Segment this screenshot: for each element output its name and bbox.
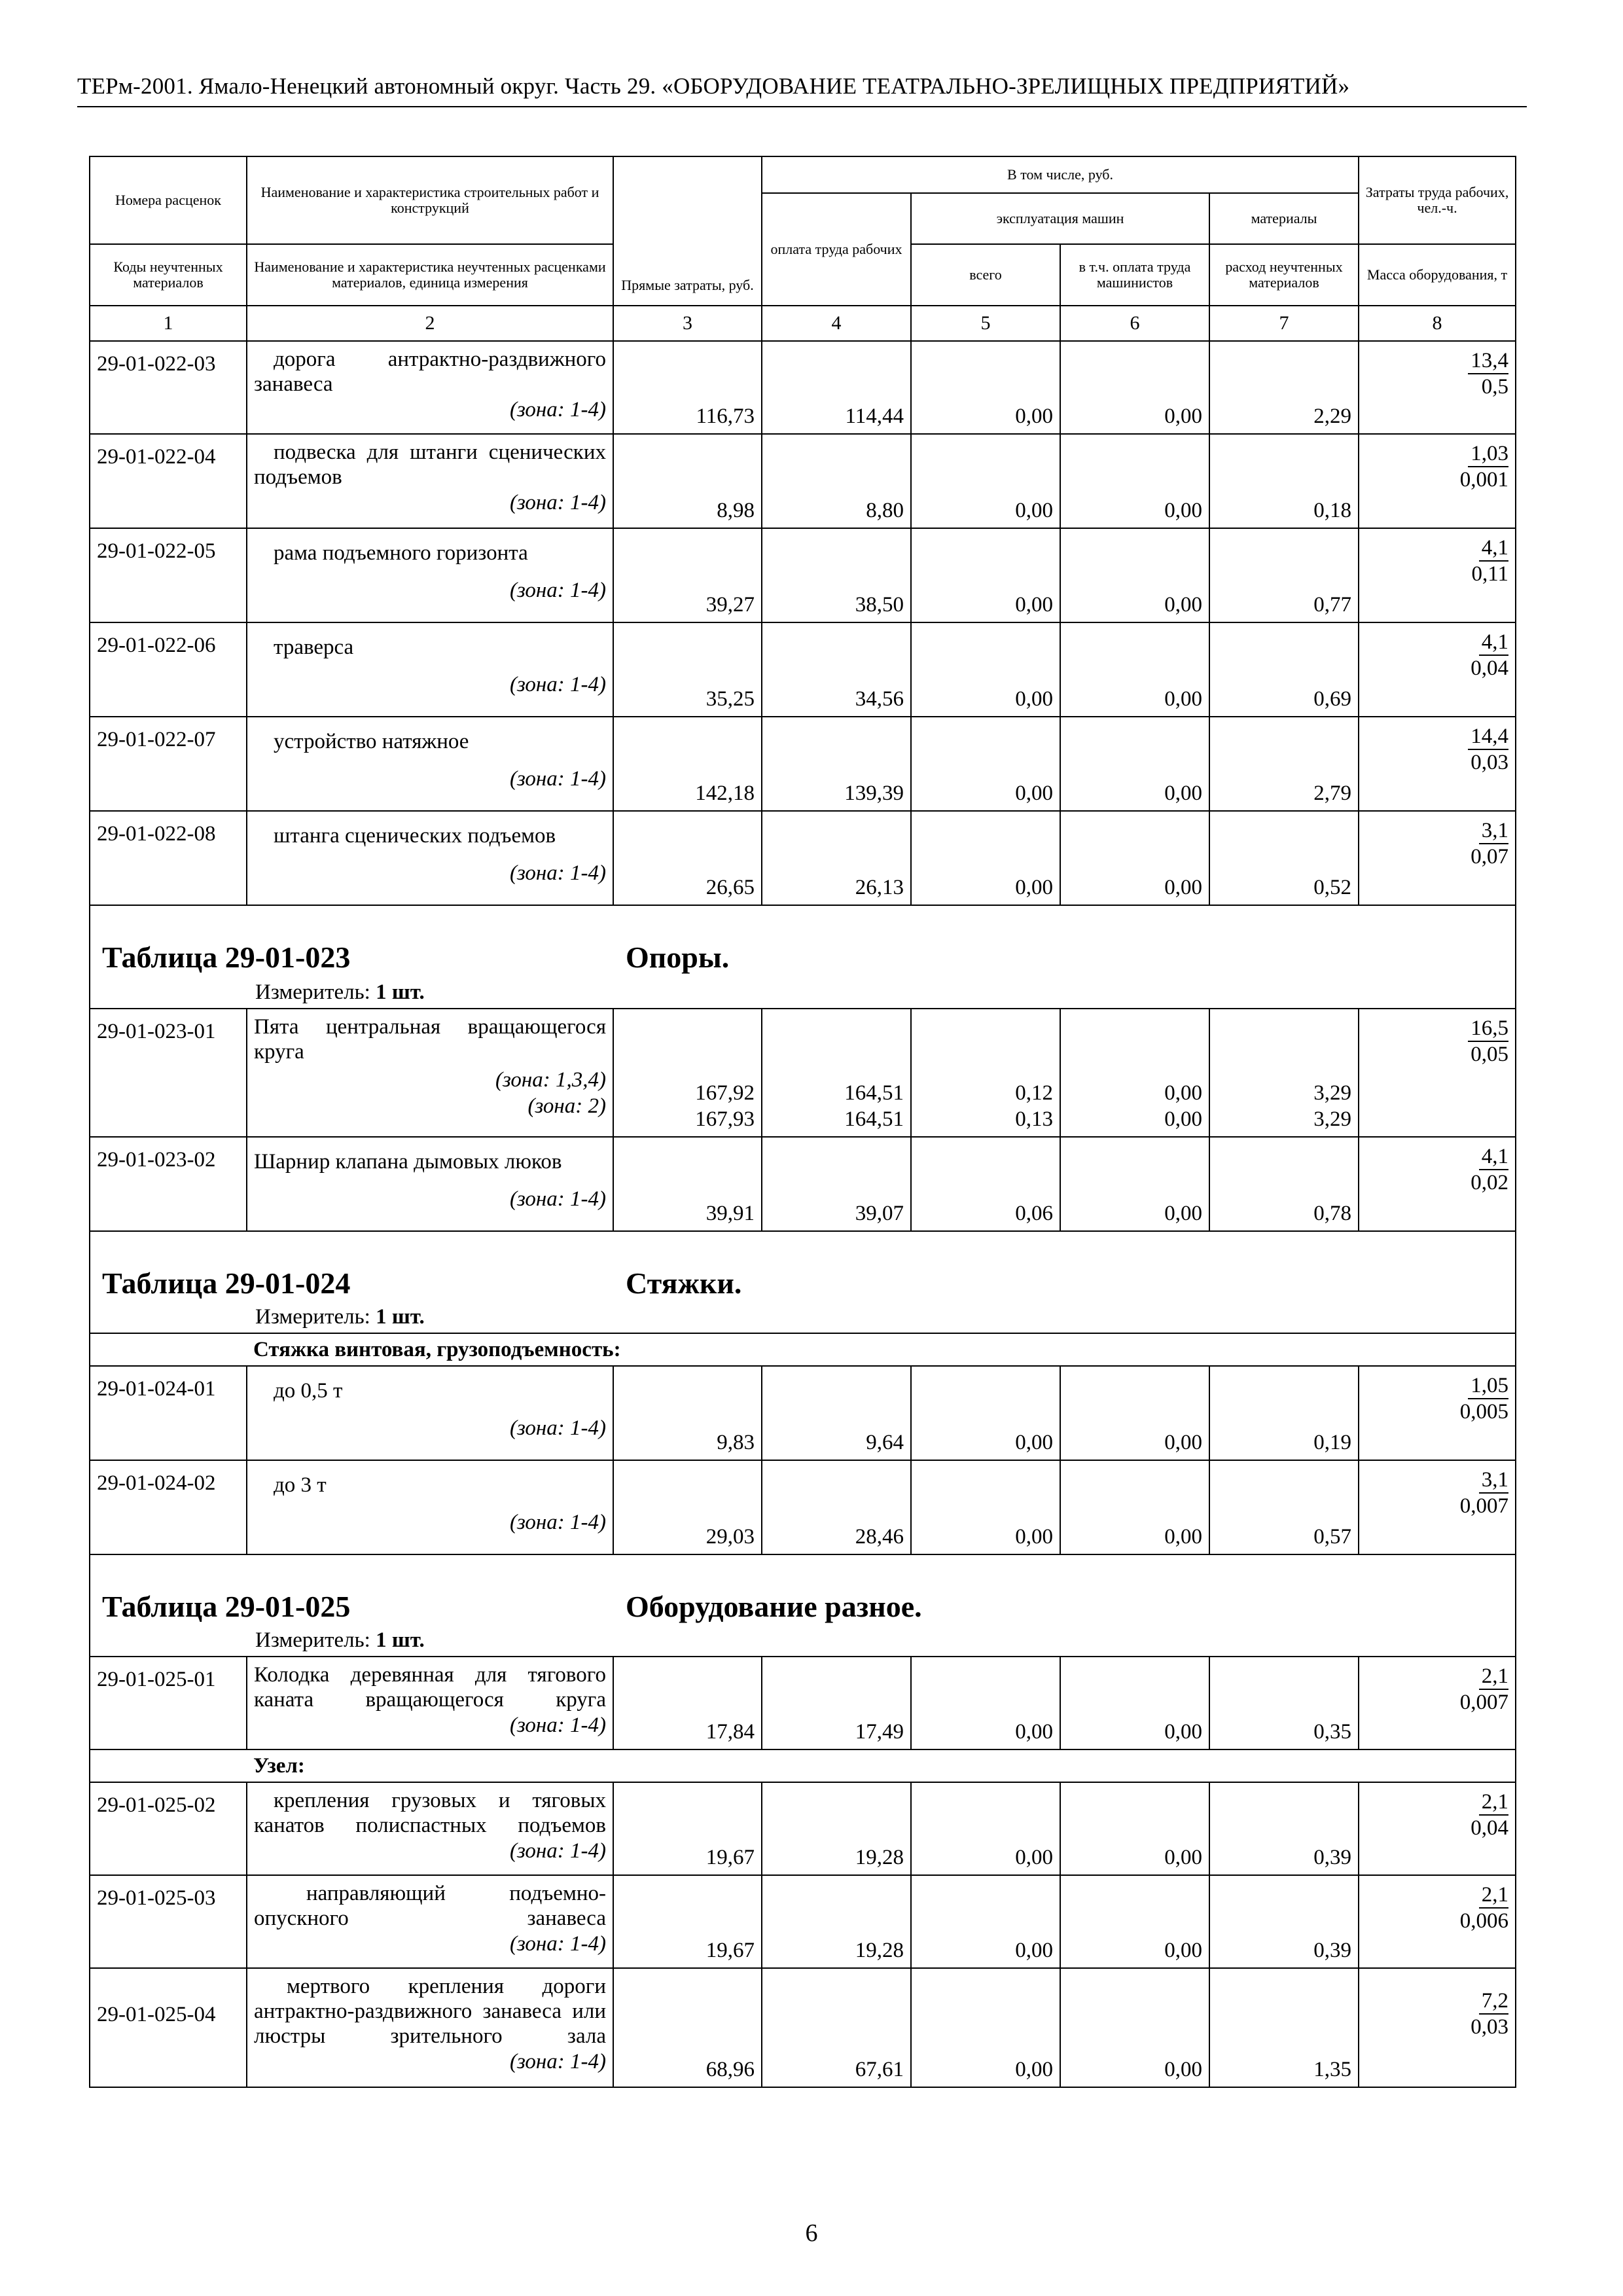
labor-mass-fraction bbox=[1359, 528, 1516, 622]
col-equipment-mass: Масса оборудования, т bbox=[1359, 244, 1516, 306]
rate-name-text: Пята центральная вращающегося круга bbox=[254, 1015, 606, 1064]
operator-pay: 0,00 bbox=[1060, 1657, 1209, 1749]
mass-value: 0,001 bbox=[1459, 468, 1509, 492]
col-number: 5 bbox=[911, 306, 1060, 341]
table-row bbox=[90, 1782, 1516, 1875]
worker-pay-1: 164,51 bbox=[844, 1081, 904, 1105]
direct-cost: 68,96 bbox=[613, 1968, 762, 2087]
rate-name-text: дорога антрактно-раздвижного занавеса bbox=[254, 348, 606, 396]
table-label: Таблица 29-01-025 bbox=[102, 1590, 351, 1623]
rate-name bbox=[247, 717, 613, 811]
machine-total: 0,00 bbox=[911, 811, 1060, 905]
measurement-unit bbox=[255, 980, 425, 1005]
table-row bbox=[90, 1875, 1516, 1968]
unit-value: 1 шт. bbox=[376, 1305, 425, 1329]
rate-code: 29-01-022-03 bbox=[90, 341, 247, 434]
worker-pay: 9,64 bbox=[762, 1366, 911, 1460]
machine-total: 0,00 bbox=[911, 1968, 1060, 2087]
worker-pay: 38,50 bbox=[762, 528, 911, 622]
direct-cost: 29,03 bbox=[613, 1460, 762, 1554]
rate-name-text: направляющий подъемно-опускного занавеса bbox=[254, 1882, 606, 1930]
mass-value: 0,05 bbox=[1471, 1043, 1509, 1066]
worker-pay: 39,07 bbox=[762, 1137, 911, 1231]
operator-pay: 0,00 bbox=[1060, 1460, 1209, 1554]
col-number: 1 bbox=[90, 306, 247, 341]
col-number: 4 bbox=[762, 306, 911, 341]
worker-pay: 139,39 bbox=[762, 717, 911, 811]
rate-name bbox=[247, 1782, 613, 1875]
labor-mass-fraction bbox=[1359, 1137, 1516, 1231]
direct-cost: 19,67 bbox=[613, 1875, 762, 1968]
zone-label: (зона: 1,3,4) bbox=[495, 1068, 606, 1092]
materials-cost: 0,19 bbox=[1209, 1366, 1359, 1460]
table-row bbox=[90, 811, 1516, 905]
machine-total: 0,00 bbox=[911, 717, 1060, 811]
worker-pay: 67,61 bbox=[762, 1968, 911, 2087]
labor-mass-fraction bbox=[1359, 341, 1516, 434]
zone-label: (зона: 1-4) bbox=[509, 2050, 606, 2073]
direct-cost: 26,65 bbox=[613, 811, 762, 905]
direct-cost: 8,98 bbox=[613, 434, 762, 528]
rate-name bbox=[247, 1009, 613, 1137]
operator-pay: 0,00 bbox=[1060, 1782, 1209, 1875]
labor-value: 13,4 bbox=[1468, 348, 1508, 374]
machine-total: 0,00 bbox=[911, 341, 1060, 434]
rates-table bbox=[89, 156, 1516, 2088]
labor-mass-fraction bbox=[1359, 1968, 1516, 2087]
materials-cost: 0,57 bbox=[1209, 1460, 1359, 1554]
materials-cost: 0,18 bbox=[1209, 434, 1359, 528]
rate-name bbox=[247, 1137, 613, 1231]
worker-pay: 26,13 bbox=[762, 811, 911, 905]
materials-cost: 0,52 bbox=[1209, 811, 1359, 905]
operator-pay-2: 0,00 bbox=[1164, 1107, 1202, 1131]
zone-label: (зона: 1-4) bbox=[509, 1932, 606, 1956]
rate-name bbox=[247, 811, 613, 905]
rate-name-text: устройство натяжное bbox=[274, 730, 469, 753]
labor-value: 1,03 bbox=[1468, 441, 1508, 467]
col-labor-costs: Затраты труда рабочих, чел.-ч. bbox=[1359, 156, 1516, 244]
rate-name-text: до 0,5 т bbox=[274, 1379, 343, 1403]
materials-cost bbox=[1209, 1009, 1359, 1137]
labor-mass-fraction bbox=[1359, 622, 1516, 717]
mass-value: 0,005 bbox=[1459, 1400, 1509, 1424]
rate-name-text: Шарнир клапана дымовых люков bbox=[254, 1150, 562, 1174]
col-worker-pay: оплата труда рабочих bbox=[762, 193, 911, 306]
materials-cost: 0,77 bbox=[1209, 528, 1359, 622]
col-work-name: Наименование и характеристика строительных работ и конструкций bbox=[247, 156, 613, 244]
labor-mass-fraction bbox=[1359, 1009, 1516, 1137]
zone-label: (зона: 1-4) bbox=[509, 1416, 606, 1440]
machine-total: 0,06 bbox=[911, 1137, 1060, 1231]
subheading: Узел: bbox=[247, 1749, 1516, 1782]
col-machine-operation: эксплуатация машин bbox=[911, 193, 1209, 244]
rate-name bbox=[247, 1968, 613, 2087]
direct-cost bbox=[613, 1009, 762, 1137]
rate-name bbox=[247, 528, 613, 622]
zone-label: (зона: 1-4) bbox=[509, 861, 606, 885]
materials-cost: 2,79 bbox=[1209, 717, 1359, 811]
zone-label: (зона: 1-4) bbox=[509, 1511, 606, 1534]
operator-pay: 0,00 bbox=[1060, 528, 1209, 622]
measurement-unit bbox=[255, 1305, 425, 1329]
materials-cost: 0,35 bbox=[1209, 1657, 1359, 1749]
table-title-row bbox=[90, 1554, 1516, 1657]
header-rule bbox=[77, 106, 1527, 107]
subheading-row bbox=[90, 1333, 1516, 1366]
machine-total: 0,00 bbox=[911, 434, 1060, 528]
operator-pay: 0,00 bbox=[1060, 341, 1209, 434]
col-total: всего bbox=[911, 244, 1060, 306]
labor-mass-fraction bbox=[1359, 811, 1516, 905]
unit-label: Измеритель: bbox=[255, 980, 370, 1004]
page-header: ТЕРм-2001. Ямало-Ненецкий автономный округ. Часть 29. «ОБОРУДОВАНИЕ ТЕАТРАЛЬНО-ЗРЕЛИЩНЫХ ПРЕДПРИЯТИЙ» bbox=[77, 73, 1350, 99]
labor-mass-fraction bbox=[1359, 1782, 1516, 1875]
direct-cost: 116,73 bbox=[613, 341, 762, 434]
machine-total bbox=[911, 1009, 1060, 1137]
mass-value: 0,03 bbox=[1471, 751, 1509, 774]
labor-value: 4,1 bbox=[1479, 535, 1508, 562]
materials-cost: 0,39 bbox=[1209, 1875, 1359, 1968]
rate-name bbox=[247, 1460, 613, 1554]
labor-value: 7,2 bbox=[1479, 1988, 1508, 2015]
col-rate-numbers: Номера расценок bbox=[90, 156, 247, 244]
col-number: 8 bbox=[1359, 306, 1516, 341]
rate-code: 29-01-025-01 bbox=[90, 1657, 247, 1749]
operator-pay: 0,00 bbox=[1060, 1968, 1209, 2087]
direct-cost: 17,84 bbox=[613, 1657, 762, 1749]
rate-name-text: штанга сценических подъемов bbox=[274, 824, 556, 848]
materials-cost: 0,69 bbox=[1209, 622, 1359, 717]
labor-mass-fraction bbox=[1359, 434, 1516, 528]
worker-pay: 17,49 bbox=[762, 1657, 911, 1749]
page-number: 6 bbox=[805, 2219, 818, 2247]
rate-code: 29-01-023-01 bbox=[90, 1009, 247, 1137]
rate-name-text: мертвого крепления дороги антрактно-раздвижного занавеса или люстры зрительного зала bbox=[254, 1975, 606, 2048]
zone-label: (зона: 1-4) bbox=[509, 767, 606, 791]
table-title-block bbox=[90, 906, 1515, 1008]
worker-pay-2: 164,51 bbox=[844, 1107, 904, 1131]
mass-value: 0,07 bbox=[1471, 845, 1509, 869]
table-row bbox=[90, 1657, 1516, 1749]
table-row bbox=[90, 1968, 1516, 2087]
rate-name bbox=[247, 341, 613, 434]
table-row bbox=[90, 717, 1516, 811]
col-unaccounted-materials: расход неучтенных материалов bbox=[1209, 244, 1359, 306]
table-row bbox=[90, 622, 1516, 717]
mass-value: 0,007 bbox=[1459, 1691, 1509, 1714]
labor-value: 3,1 bbox=[1479, 818, 1508, 844]
operator-pay-1: 0,00 bbox=[1164, 1081, 1202, 1105]
header-row-1 bbox=[90, 156, 1516, 193]
zone-label: (зона: 1-4) bbox=[509, 1713, 606, 1737]
zone-label: (зона: 1-4) bbox=[509, 1187, 606, 1211]
table-row bbox=[90, 1460, 1516, 1554]
direct-cost-1: 167,92 bbox=[695, 1081, 755, 1105]
worker-pay: 28,46 bbox=[762, 1460, 911, 1554]
zone-label: (зона: 1-4) bbox=[509, 491, 606, 514]
worker-pay: 19,28 bbox=[762, 1782, 911, 1875]
labor-value: 1,05 bbox=[1468, 1373, 1508, 1399]
rate-name bbox=[247, 434, 613, 528]
measurement-unit bbox=[255, 1628, 425, 1653]
table-row bbox=[90, 434, 1516, 528]
machine-total: 0,00 bbox=[911, 622, 1060, 717]
materials-cost-1: 3,29 bbox=[1313, 1081, 1352, 1105]
worker-pay bbox=[762, 1009, 911, 1137]
machine-total-2: 0,13 bbox=[1015, 1107, 1053, 1131]
labor-value: 2,1 bbox=[1479, 1882, 1508, 1909]
mass-value: 0,5 bbox=[1481, 375, 1509, 399]
rate-code: 29-01-023-02 bbox=[90, 1137, 247, 1231]
zone-label: (зона: 1-4) bbox=[509, 1839, 606, 1863]
materials-cost: 0,39 bbox=[1209, 1782, 1359, 1875]
rate-code: 29-01-025-02 bbox=[90, 1782, 247, 1875]
table-row bbox=[90, 1137, 1516, 1231]
table-name: Оборудование разное. bbox=[626, 1590, 922, 1623]
zone-label-2: (зона: 2) bbox=[527, 1094, 606, 1118]
worker-pay: 19,28 bbox=[762, 1875, 911, 1968]
subheading-row bbox=[90, 1749, 1516, 1782]
labor-value: 14,4 bbox=[1468, 724, 1508, 750]
rate-code: 29-01-022-04 bbox=[90, 434, 247, 528]
col-number: 7 bbox=[1209, 306, 1359, 341]
labor-value: 4,1 bbox=[1479, 630, 1508, 656]
unit-value: 1 шт. bbox=[376, 1628, 425, 1652]
operator-pay: 0,00 bbox=[1060, 622, 1209, 717]
mass-value: 0,04 bbox=[1471, 1816, 1509, 1840]
rate-code: 29-01-025-04 bbox=[90, 1968, 247, 2087]
mass-value: 0,006 bbox=[1459, 1909, 1509, 1933]
labor-mass-fraction bbox=[1359, 1875, 1516, 1968]
rate-code: 29-01-024-01 bbox=[90, 1366, 247, 1460]
machine-total: 0,00 bbox=[911, 1782, 1060, 1875]
direct-cost-2: 167,93 bbox=[695, 1107, 755, 1131]
zone-label: (зона: 1-4) bbox=[509, 579, 606, 602]
rate-name-text: траверса bbox=[274, 636, 354, 659]
operator-pay: 0,00 bbox=[1060, 1137, 1209, 1231]
rate-code: 29-01-024-02 bbox=[90, 1460, 247, 1554]
direct-cost: 9,83 bbox=[613, 1366, 762, 1460]
mass-value: 0,04 bbox=[1471, 656, 1509, 680]
rate-name-text: Колодка деревянная для тягового каната вращающегося круга bbox=[254, 1663, 606, 1712]
table-title-row bbox=[90, 905, 1516, 1009]
table-title-row bbox=[90, 1231, 1516, 1333]
rate-code: 29-01-022-05 bbox=[90, 528, 247, 622]
direct-cost: 35,25 bbox=[613, 622, 762, 717]
materials-cost: 2,29 bbox=[1209, 341, 1359, 434]
rate-name bbox=[247, 1657, 613, 1749]
zone-label: (зона: 1-4) bbox=[509, 398, 606, 422]
rate-code: 29-01-022-06 bbox=[90, 622, 247, 717]
labor-mass-fraction bbox=[1359, 1366, 1516, 1460]
subheading: Стяжка винтовая, грузоподъемность: bbox=[247, 1333, 1516, 1366]
rate-code: 29-01-022-07 bbox=[90, 717, 247, 811]
materials-cost: 0,78 bbox=[1209, 1137, 1359, 1231]
zone-label: (зона: 1-4) bbox=[509, 673, 606, 696]
col-number: 2 bbox=[247, 306, 613, 341]
machine-total: 0,00 bbox=[911, 1460, 1060, 1554]
materials-cost-2: 3,29 bbox=[1313, 1107, 1352, 1131]
table-title-block bbox=[90, 1555, 1515, 1656]
mass-value: 0,03 bbox=[1471, 2015, 1509, 2039]
unit-value: 1 шт. bbox=[376, 980, 425, 1004]
labor-value: 16,5 bbox=[1468, 1016, 1508, 1042]
col-rate-codes: Коды неучтенных материалов bbox=[90, 244, 247, 306]
unit-label: Измеритель: bbox=[255, 1305, 370, 1329]
table-title-block bbox=[90, 1232, 1515, 1333]
table-row bbox=[90, 528, 1516, 622]
direct-cost: 19,67 bbox=[613, 1782, 762, 1875]
operator-pay: 0,00 bbox=[1060, 1875, 1209, 1968]
machine-total: 0,00 bbox=[911, 1657, 1060, 1749]
mass-value: 0,02 bbox=[1471, 1171, 1509, 1194]
materials-cost: 1,35 bbox=[1209, 1968, 1359, 2087]
rate-code: 29-01-025-03 bbox=[90, 1875, 247, 1968]
operator-pay: 0,00 bbox=[1060, 1366, 1209, 1460]
table-row bbox=[90, 1009, 1516, 1137]
machine-total-1: 0,12 bbox=[1015, 1081, 1053, 1105]
table-label: Таблица 29-01-024 bbox=[102, 1266, 351, 1300]
worker-pay: 8,80 bbox=[762, 434, 911, 528]
worker-pay: 114,44 bbox=[762, 341, 911, 434]
rate-name bbox=[247, 1366, 613, 1460]
rate-name bbox=[247, 1875, 613, 1968]
worker-pay: 34,56 bbox=[762, 622, 911, 717]
labor-mass-fraction bbox=[1359, 1657, 1516, 1749]
operator-pay bbox=[1060, 1009, 1209, 1137]
labor-mass-fraction bbox=[1359, 717, 1516, 811]
table-name: Стяжки. bbox=[626, 1266, 742, 1300]
rate-name-text: крепления грузовых и тяговых канатов полиспастных подъемов bbox=[254, 1789, 606, 1837]
machine-total: 0,00 bbox=[911, 1366, 1060, 1460]
operator-pay: 0,00 bbox=[1060, 811, 1209, 905]
labor-mass-fraction bbox=[1359, 1460, 1516, 1554]
machine-total: 0,00 bbox=[911, 528, 1060, 622]
direct-cost: 39,27 bbox=[613, 528, 762, 622]
rate-name-text: подвеска для штанги сценических подъемов bbox=[254, 440, 606, 489]
table-row bbox=[90, 341, 1516, 434]
table-name: Опоры. bbox=[626, 941, 730, 974]
col-number: 6 bbox=[1060, 306, 1209, 341]
rate-name-text: рама подъемного горизонта bbox=[274, 541, 528, 565]
direct-cost: 142,18 bbox=[613, 717, 762, 811]
col-number: 3 bbox=[613, 306, 762, 341]
col-direct-costs: Прямые затраты, руб. bbox=[613, 156, 762, 306]
unit-label: Измеритель: bbox=[255, 1628, 370, 1652]
operator-pay: 0,00 bbox=[1060, 717, 1209, 811]
col-including: В том числе, руб. bbox=[762, 156, 1359, 193]
table-row bbox=[90, 1366, 1516, 1460]
direct-cost: 39,91 bbox=[613, 1137, 762, 1231]
table-label: Таблица 29-01-023 bbox=[102, 941, 351, 974]
operator-pay: 0,00 bbox=[1060, 434, 1209, 528]
col-materials: материалы bbox=[1209, 193, 1359, 244]
labor-value: 2,1 bbox=[1479, 1789, 1508, 1816]
column-numbers-row bbox=[90, 306, 1516, 341]
mass-value: 0,007 bbox=[1459, 1494, 1509, 1518]
rate-name bbox=[247, 622, 613, 717]
rate-name-text: до 3 т bbox=[274, 1473, 327, 1497]
col-material-name: Наименование и характеристика неучтенных расценками материалов, единица измерения bbox=[247, 244, 613, 306]
mass-value: 0,11 bbox=[1471, 562, 1509, 586]
col-operator-pay: в т.ч. оплата труда машинистов bbox=[1060, 244, 1209, 306]
machine-total: 0,00 bbox=[911, 1875, 1060, 1968]
labor-value: 3,1 bbox=[1479, 1467, 1508, 1494]
labor-value: 2,1 bbox=[1479, 1664, 1508, 1690]
labor-value: 4,1 bbox=[1479, 1144, 1508, 1170]
rate-code: 29-01-022-08 bbox=[90, 811, 247, 905]
